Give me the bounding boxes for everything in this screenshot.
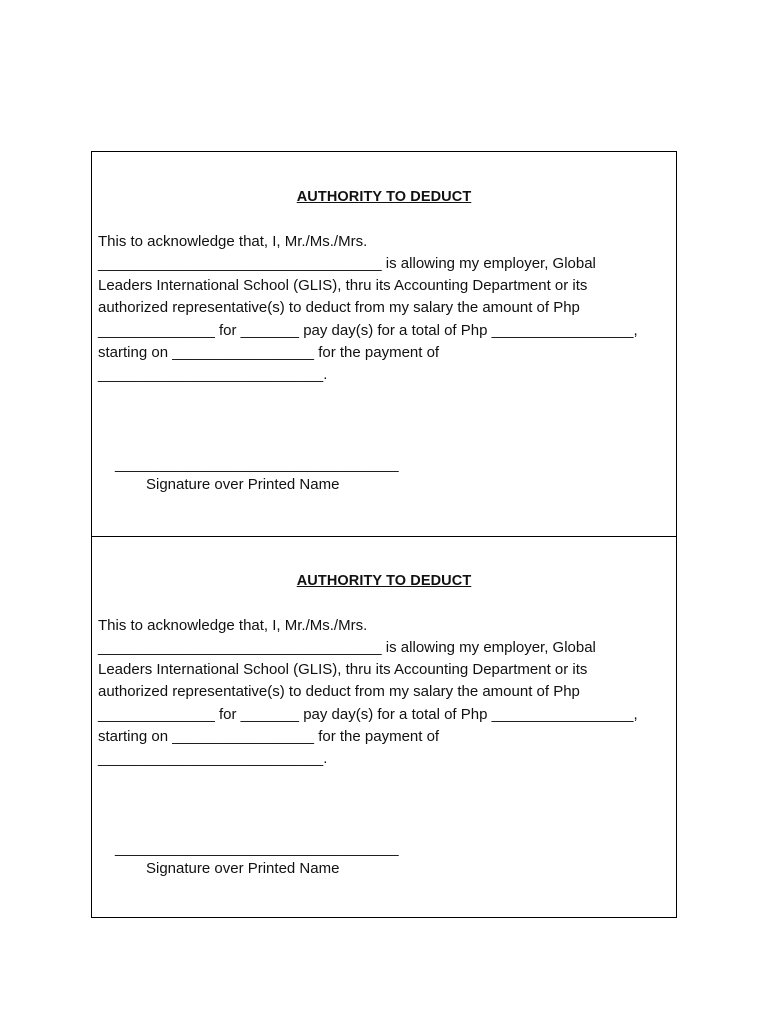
form-text-line: ___________________________. <box>98 366 328 383</box>
form-text-line: __________________________________ is allowing my employer, Global <box>98 255 596 272</box>
authority-form-bottom <box>92 536 676 920</box>
signature-label: Signature over Printed Name <box>146 860 340 877</box>
form-text-line: This to acknowledge that, I, Mr./Ms./Mrs. <box>98 617 368 634</box>
form-text-line: starting on _________________ for the payment of <box>98 728 440 745</box>
form-text-line: ______________ for _______ pay day(s) for a total of Php _________________, <box>98 322 638 339</box>
form-text-line: Leaders International School (GLIS), thru its Accounting Department or its <box>98 277 588 294</box>
authority-form-top <box>92 152 676 536</box>
form-text-line: __________________________________ is allowing my employer, Global <box>98 639 596 656</box>
form-text-line: authorized representative(s) to deduct from my salary the amount of Php <box>98 299 580 316</box>
authority-form-box <box>91 151 677 918</box>
form-text-line: ______________ for _______ pay day(s) for a total of Php _________________, <box>98 706 638 723</box>
form-title: AUTHORITY TO DEDUCT <box>296 573 472 589</box>
signature-line: __________________________________ <box>115 456 399 473</box>
signature-label: Signature over Printed Name <box>146 476 340 493</box>
form-text-line: starting on _________________ for the payment of <box>98 344 440 361</box>
form-text-line: Leaders International School (GLIS), thru its Accounting Department or its <box>98 661 588 678</box>
form-text-line: This to acknowledge that, I, Mr./Ms./Mrs. <box>98 233 368 250</box>
form-title: AUTHORITY TO DEDUCT <box>296 189 472 205</box>
form-text-line: authorized representative(s) to deduct from my salary the amount of Php <box>98 683 580 700</box>
form-text-line: ___________________________. <box>98 750 328 767</box>
signature-line: __________________________________ <box>115 840 399 857</box>
